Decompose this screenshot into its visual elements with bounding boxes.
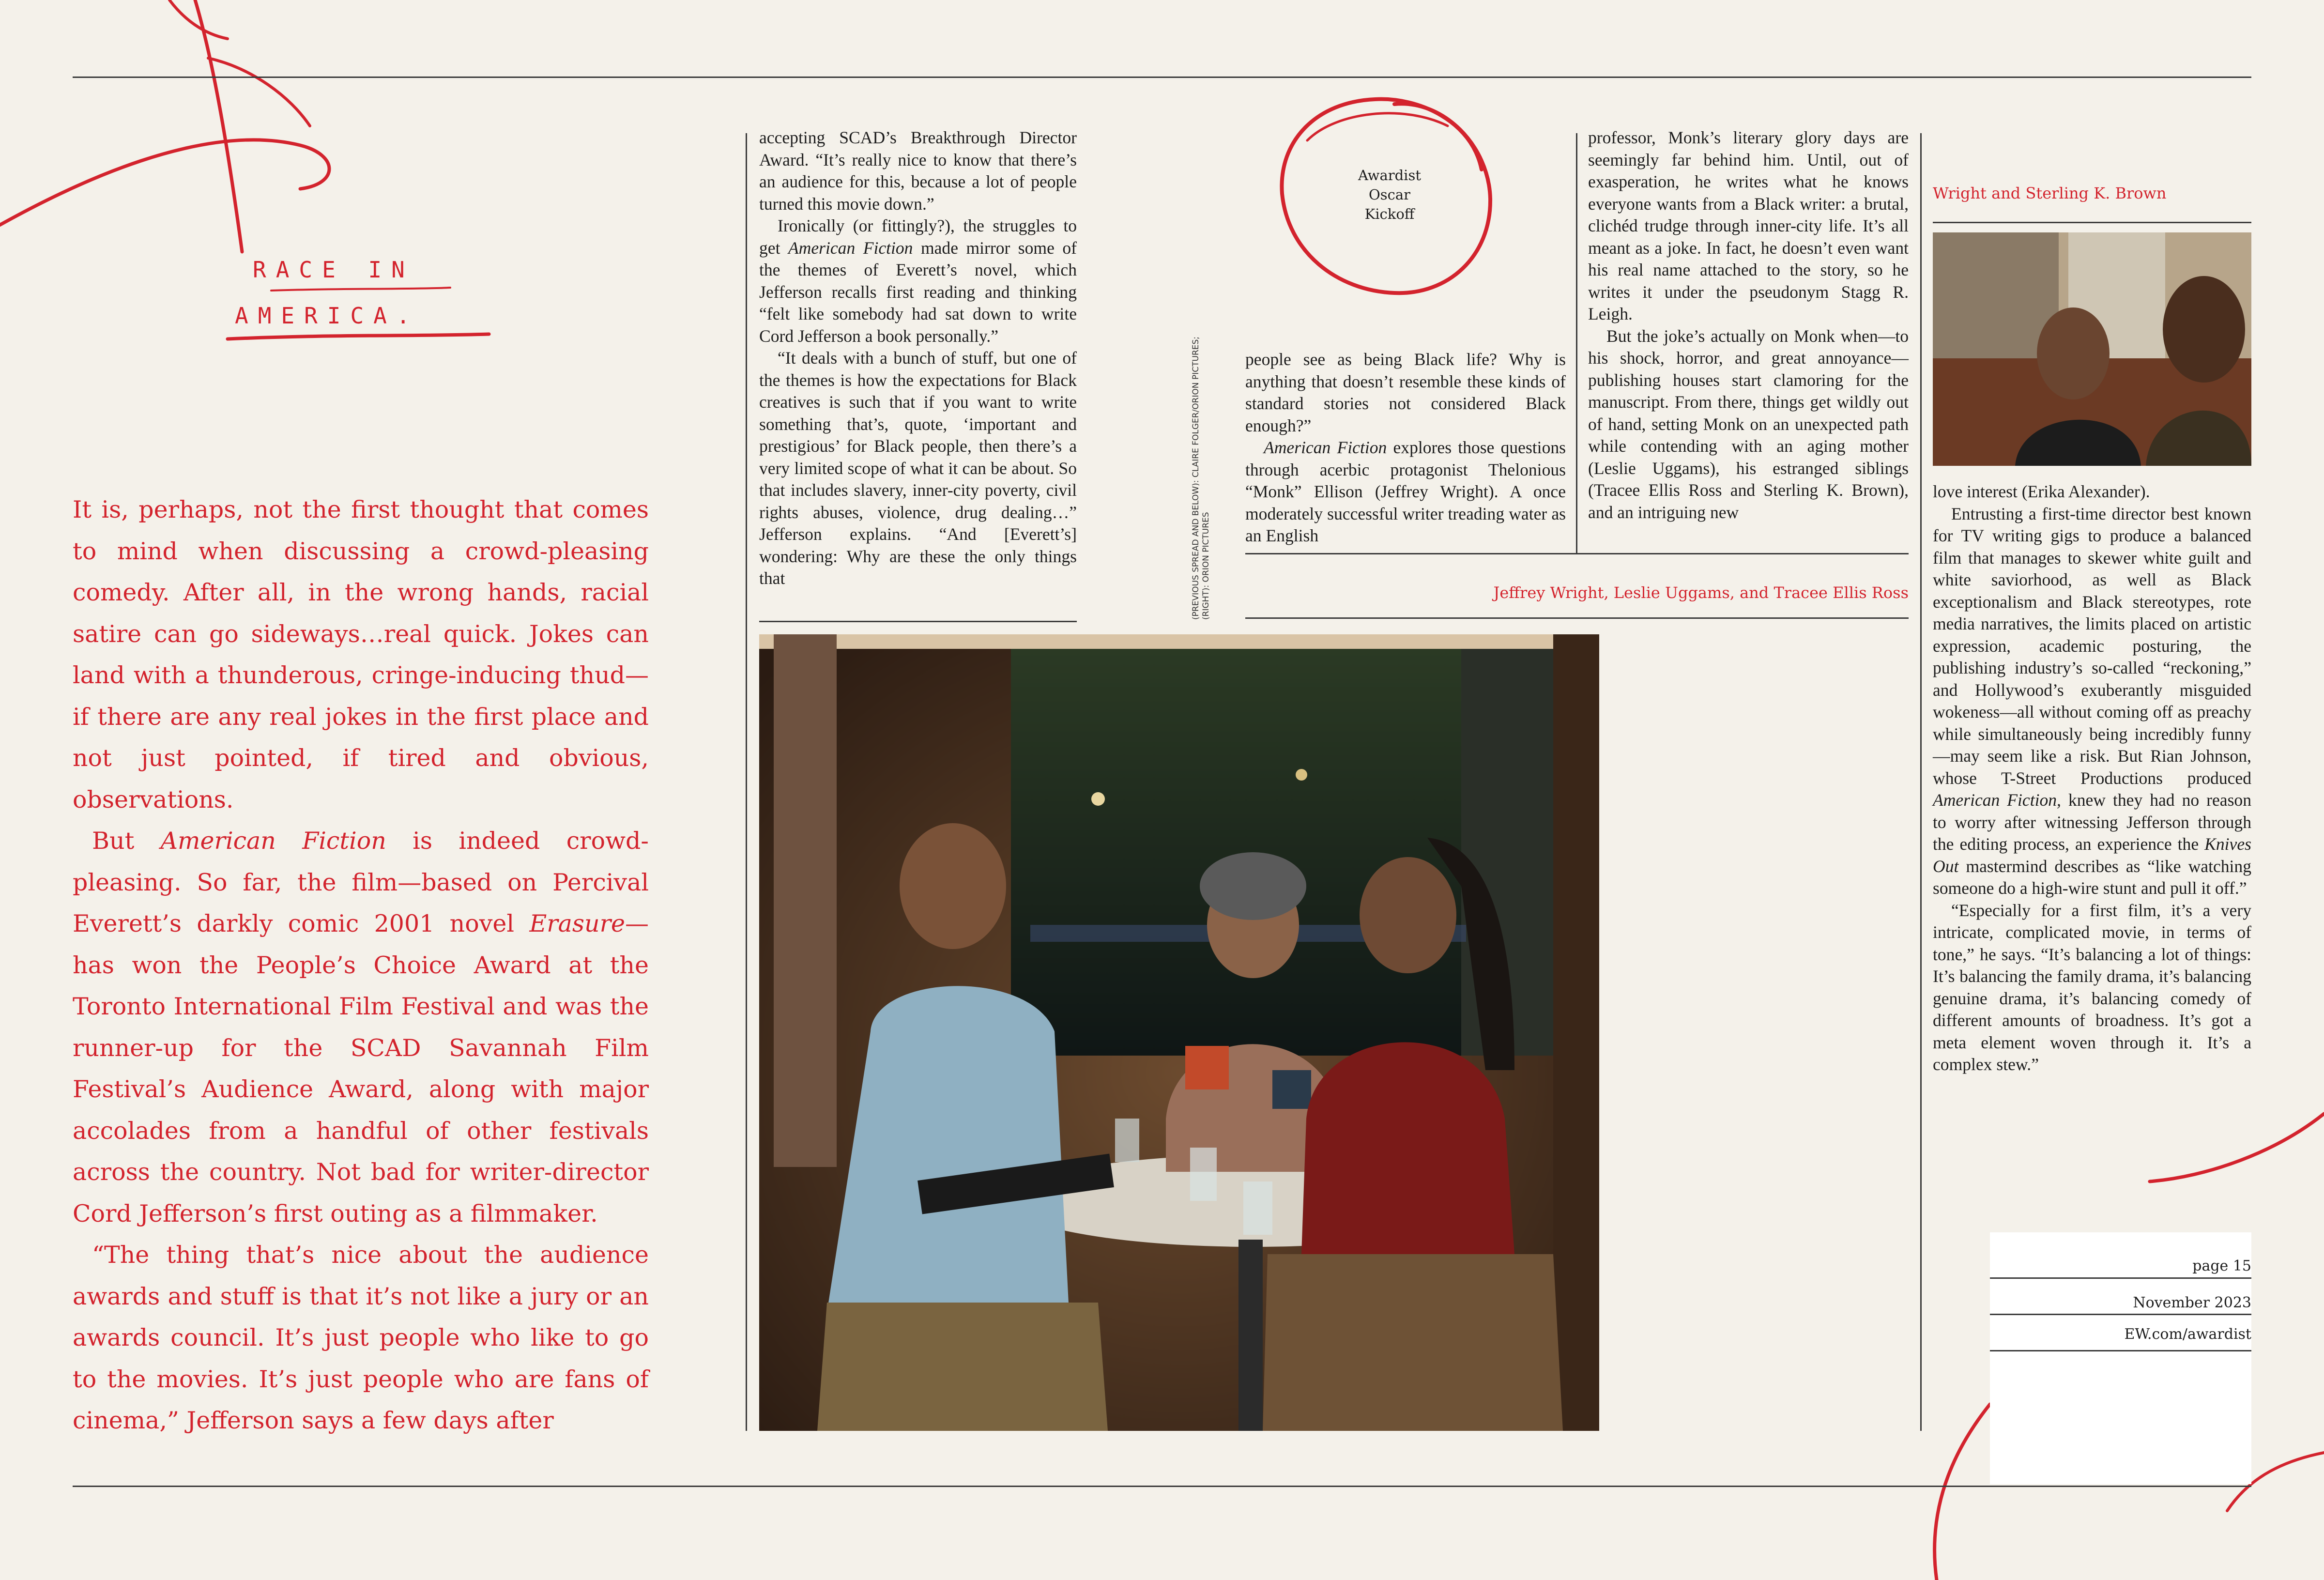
col2-left-rule <box>746 133 747 1431</box>
folio-page-number: page 15 <box>2192 1258 2251 1274</box>
col2-paragraph-2: Ironically (or fittingly?), the struggles to get American Fiction made mirror some of the themes of Everett’s novel, which Jefferson recalls first reading and thinking “felt like somebody had sat down to write Cord Jefferson a book personally.” <box>759 216 1077 346</box>
col2-paragraph-3: “It deals with a bunch of stuff, but one of the themes is how the expectations for Black creatives is such that if you want to write something that’s, quote, ‘important and prestigious’ for Black people, then there’s a very limited scope of what it can be about. So that includes slavery, inner-city poverty, civil rights abuses, violence, drug dealing…” Jefferson explains. “And [Everett’s] wondering: Why are these the only things that <box>759 348 1077 588</box>
col5-paragraph-1: love interest (Erika Alexander). <box>1933 482 2150 501</box>
lead-paragraph-3: “The thing that’s nice about the audience awards and stuff is that it’s not like a jury or an awards council. It’s just people who like to go to the movies. It’s just people who are fans of cinema,” Jefferson says a few days after <box>73 1241 649 1434</box>
lead-article-text <box>73 489 649 1442</box>
col4-right-rule <box>1920 133 1922 1431</box>
main-photo-caption: Jeffrey Wright, Leslie Uggams, and Tracee Ellis Ross <box>1493 583 1909 602</box>
article-column-3 <box>1245 349 1566 547</box>
bottom-rule <box>73 1486 2251 1487</box>
col3-right-rule <box>1576 133 1577 554</box>
col3-paragraph-1: people see as being Black life? Why is anything that doesn’t resemble these kinds of standard stories not considered Black enough?” <box>1245 350 1566 435</box>
folio-website: EW.com/awardist <box>2124 1326 2251 1343</box>
col2-paragraph-1: accepting SCAD’s Breakthrough Director Award. “It’s really nice to know that there’s an audience for this, because a lot of people turned this movie down.” <box>759 128 1077 214</box>
col3-paragraph-2: American Fiction explores those questions through acerbic protagonist Thelonious “Monk” Ellison (Jeffrey Wright). A once moderately successful writer treading water as an English <box>1245 438 1566 545</box>
article-column-4 <box>1588 127 1909 523</box>
small-caption-rule <box>1933 222 2251 223</box>
article-column-2 <box>759 127 1077 590</box>
col2-bottom-rule <box>759 621 1077 622</box>
kicker-line-2: AMERICA. <box>235 303 420 329</box>
folio-issue-date: November 2023 <box>2133 1294 2251 1311</box>
col5-paragraph-2: Entrusting a first-time director best known for TV writing gigs to produce a balanced film that manages to skewer white guilt and white saviorhood, as well as Black exceptionalism and Black stereotypes, rote media narratives, the limits placed on artistic expression, academic posturing, the publishing industry’s so-called “reckoning,” and Hollywood’s exuberantly misguided wokeness—all without coming off as preachy while simultaneously being incredibly funny—may seem like a risk. But Rian Johnson, whose T-Street Productions produced American Fiction, knew they had no reason to worry after witnessing Jefferson through the editing process, an experience the Knives Out mastermind describes as “like watching someone do a high-wire stunt and pull it off.” <box>1933 504 2251 898</box>
caption-rule-top <box>1245 553 1909 554</box>
kicker-line-1: RACE IN <box>253 257 414 283</box>
col4-paragraph-2: But the joke’s actually on Monk when—to his shock, horror, and great annoyance—publishing houses start clamoring for the manuscript. From there, things get wildly out of hand, setting Monk on an unexpected path while contending with an aging mother (Leslie Uggams), his estranged siblings (Tracee Ellis Ross and Sterling K. Brown), and an intriguing new <box>1588 326 1909 522</box>
small-photo-caption: Wright and Sterling K. Brown <box>1933 184 2167 202</box>
small-photo-wright-brown <box>1933 232 2251 466</box>
photo-credit: (PREVIOUS SPREAD AND BELOW): CLAIRE FOLGER/ORION PICTURES; (RIGHT): ORION PICTURES <box>1191 336 1211 620</box>
lead-paragraph-2: But American Fiction is indeed crowd-pleasing. So far, the film—based on Percival Everett’s darkly comic 2001 novel Erasure—has won the People’s Choice Award at the Toronto International Film Festival and was the runner-up for the SCAD Savannah Film Festival’s Audience Award, along with major accolades from a handful of other festivals across the country. Not bad for writer-director Cord Jefferson’s first outing as a filmmaker. <box>73 827 649 1227</box>
article-column-5 <box>1933 481 2251 1076</box>
lead-paragraph-1: It is, perhaps, not the first thought that comes to mind when discussing a crowd-pleasing comedy. After all, in the wrong hands, racial satire can go sideways…real quick. Jokes can land with a thunderous, cringe-inducing thud—if there are any real jokes in the first place and not just pointed, if tired and obvious, observations. <box>73 496 649 813</box>
main-photo-restaurant-scene <box>759 634 1599 1431</box>
col5-paragraph-3: “Especially for a first film, it’s a very intricate, complicated movie, in terms of tone,” he says. “It’s balancing a lot of things: It’s balancing the family drama, it’s balancing genuine drama, it’s balancing comedy of different amounts of broadness. It’s got a meta element woven through it. It’s a complex stew.” <box>1933 900 2251 1074</box>
col4-paragraph-1: professor, Monk’s literary glory days are seemingly far behind him. Until, out of exasperation, he writes what he knows everyone wants from a Black writer: a brutal, clichéd trudge through inner-city life. It’s all meant as a joke. In fact, he doesn’t even want his real name attached to the story, so he writes it under the pseudonym Stagg R. Leigh. <box>1588 128 1909 323</box>
top-rule <box>73 77 2251 78</box>
caption-rule-bottom <box>1245 617 1909 619</box>
folio-box <box>1990 1232 2251 1484</box>
section-label-awardist: Awardist Oscar Kickoff <box>1358 167 1421 222</box>
